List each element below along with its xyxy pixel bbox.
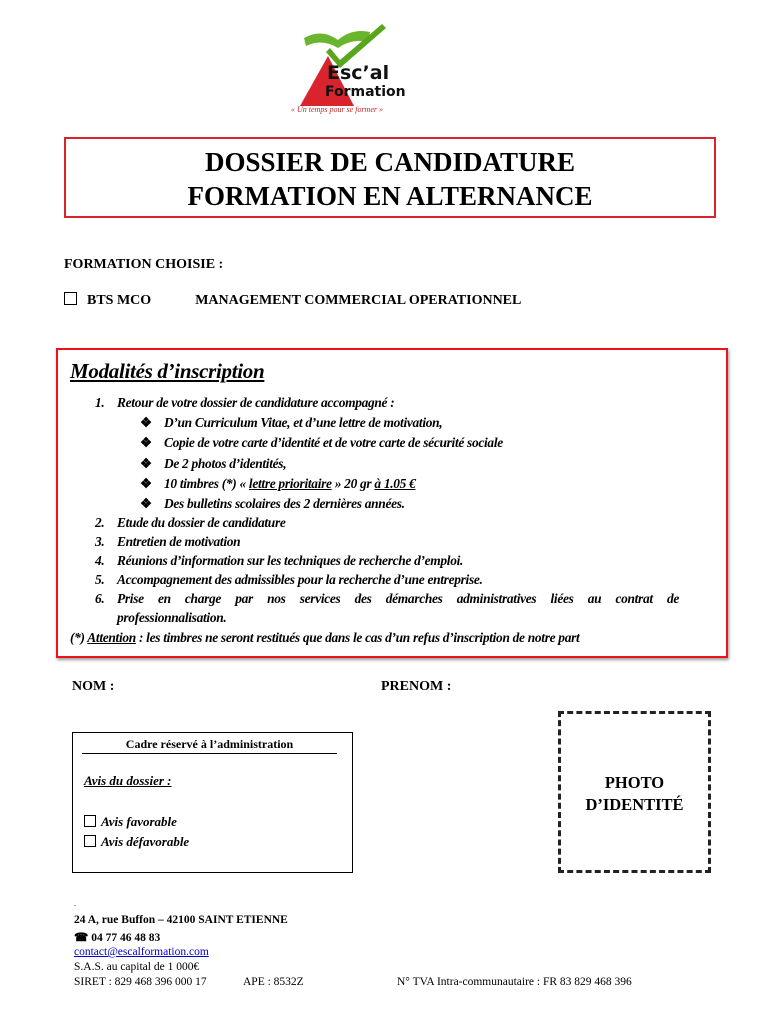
title-line1: DOSSIER DE CANDIDATURE <box>204 147 576 177</box>
admin-title: Cadre réservé à l’administration <box>82 737 337 754</box>
modalites-item-1: 1. Retour de votre dossier de candidature accompagné : <box>95 395 395 410</box>
avis-defavorable-option[interactable]: Avis défavorable <box>84 834 189 850</box>
modalites-subitem-1: ❖ D’un Curriculum Vitae, et d’une lettre de motivation, <box>140 415 443 430</box>
diamond-bullet-icon: ❖ <box>140 435 152 450</box>
formation-code: BTS MCO <box>87 293 152 308</box>
modalites-item-3: 3. Entretien de motivation <box>95 534 241 549</box>
modalites-item-6-continued: professionnalisation. <box>117 610 227 625</box>
title-line2: FORMATION EN ALTERNANCE <box>187 181 593 211</box>
diamond-bullet-icon: ❖ <box>140 456 152 471</box>
logo-name-line2: Formation <box>325 84 406 100</box>
nom-label: NOM : <box>72 679 115 694</box>
modalites-item-4: 4. Réunions d’information sur les techniques de recherche d’emploi. <box>95 553 464 568</box>
avis-favorable-option[interactable]: Avis favorable <box>84 814 177 830</box>
formation-name: MANAGEMENT COMMERCIAL OPERATIONNEL <box>195 293 522 308</box>
formation-option <box>64 292 521 309</box>
formation-label: FORMATION CHOISIE : <box>64 257 224 272</box>
modalites-subitem-4: ❖ 10 timbres (*) « lettre prioritaire » 20 gr à 1.05 € <box>140 476 416 491</box>
logo-tagline: « Un temps pour se former » <box>291 105 383 114</box>
prenom-label: PRENOM : <box>381 679 452 694</box>
footer-tva: N° TVA Intra-communautaire : FR 83 829 468 396 <box>397 976 632 988</box>
footer-dot: . <box>74 899 76 908</box>
footer-email-link[interactable]: contact@escalformation.com <box>74 946 209 958</box>
bts-mco-checkbox[interactable] <box>64 292 77 305</box>
footer-phone: ☎ 04 77 46 48 83 <box>74 932 161 944</box>
checkbox-icon[interactable] <box>84 835 96 847</box>
logo-name-line1: Esc’al <box>327 62 390 84</box>
modalites-subitem-5: ❖ Des bulletins scolaires des 2 dernières années. <box>140 496 405 511</box>
avis-label: Avis du dossier : <box>84 773 172 788</box>
modalites-item-5: 5. Accompagnement des admissibles pour la recherche d’une entreprise. <box>95 572 483 587</box>
modalites-title: Modalités d’inscription <box>70 359 265 383</box>
diamond-bullet-icon: ❖ <box>140 476 152 491</box>
modalites-subitem-3: ❖ De 2 photos d’identités, <box>140 456 287 471</box>
diamond-bullet-icon: ❖ <box>140 415 152 430</box>
diamond-bullet-icon: ❖ <box>140 496 152 511</box>
modalites-subitem-2: ❖ Copie de votre carte d’identité et de votre carte de sécurité sociale <box>140 435 503 450</box>
footer-siret: SIRET : 829 468 396 000 17 <box>74 976 207 988</box>
modalites-note: (*) Attention : les timbres ne seront restitués que dans le cas d’un refus d’inscription de notre part <box>70 630 580 645</box>
footer-ape: APE : 8532Z <box>243 976 304 988</box>
modalites-item-2: 2. Etude du dossier de candidature <box>95 515 286 530</box>
footer-address: 24 A, rue Buffon – 42100 SAINT ETIENNE <box>74 914 288 926</box>
checkbox-icon[interactable] <box>84 815 96 827</box>
footer-capital: S.A.S. au capital de 1 000€ <box>74 961 200 973</box>
photo-label: PHOTO D’IDENTITÉ <box>585 773 684 814</box>
title-box <box>64 137 716 218</box>
modalites-item-6: 6. Prise en charge par nos services des démarches administratives liées au contrat de <box>95 591 679 606</box>
